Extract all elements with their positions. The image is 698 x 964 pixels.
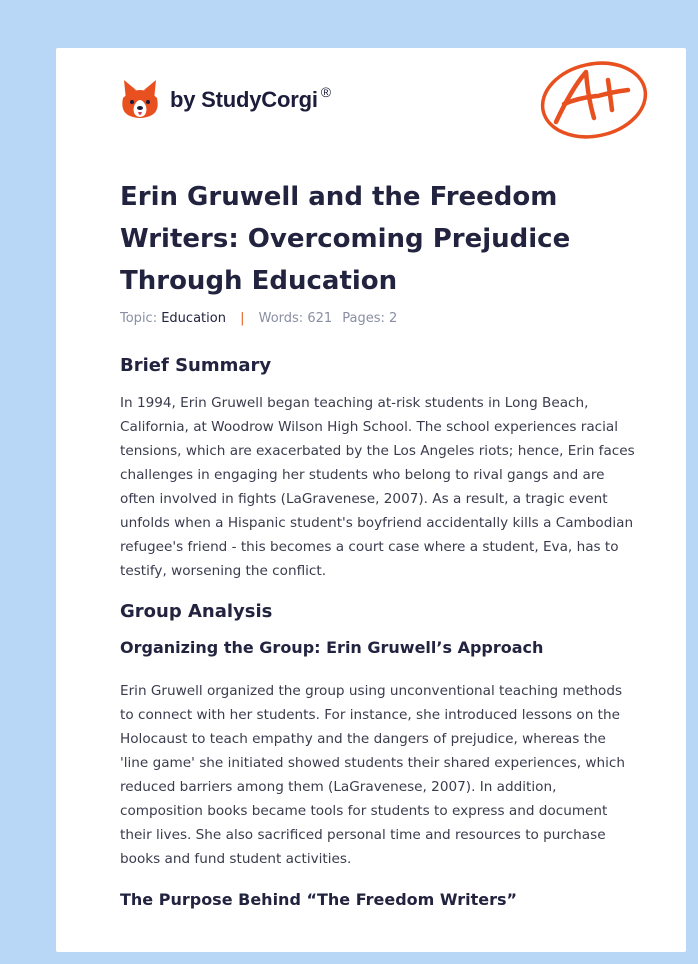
essay-title: Erin Gruwell and the Freedom Writers: Overcoming Prejudice Through Education — [120, 182, 571, 296]
page-count: Pages: 2 — [342, 311, 398, 326]
meta-separator: | — [240, 311, 245, 326]
studycorgi-logo[interactable] — [120, 76, 331, 120]
corgi-icon — [120, 76, 160, 120]
purpose-subheading: The Purpose Behind “The Freedom Writers” — [120, 890, 518, 909]
organizing-group-text: Erin Gruwell organized the group using unconventional teaching methods to connect with her students. For instance, she introduced lessons on the Holocaust to teach empathy and the dangers of prejudice, whereas the 'line game' she initiated showed students their shared experiences, which reduced barriers among them (LaGravenese, 2007). In addition, composition books became tools for students to express and document their lives. She also sacrificed personal time and resources to purchase books and fund student activities. — [120, 683, 625, 867]
brief-summary-text: In 1994, Erin Gruwell began teaching at-risk students in Long Beach, California, at Woodrow Wilson High School. The school experiences racial tensions, which are exacerbated by the Los Angeles riots; hence, Erin faces challenges in engaging her students who belong to rival gangs and are often involved in fights (LaGravenese, 2007). As a result, a tragic event unfolds when a Hispanic student's boyfriend accidentally kills a Cambodian refugee's friend - this becomes a court case where a student, Eva, has to testify, worsening the conflict. — [120, 395, 635, 579]
group-analysis-heading: Group Analysis — [120, 601, 273, 622]
brand-name: by StudyCorgi — [170, 87, 318, 112]
topic-link[interactable]: Education — [161, 311, 226, 326]
organizing-group-subheading: Organizing the Group: Erin Gruwell’s Approach — [120, 638, 544, 657]
brief-summary-heading: Brief Summary — [120, 355, 272, 376]
a-plus-grade-icon — [538, 58, 650, 142]
essay-page — [56, 48, 686, 952]
topic-label: Topic: — [120, 311, 158, 326]
registered-mark: ® — [320, 84, 332, 100]
essay-meta — [120, 311, 397, 326]
word-count: Words: 621 — [258, 311, 333, 326]
grade-badge — [538, 58, 650, 146]
